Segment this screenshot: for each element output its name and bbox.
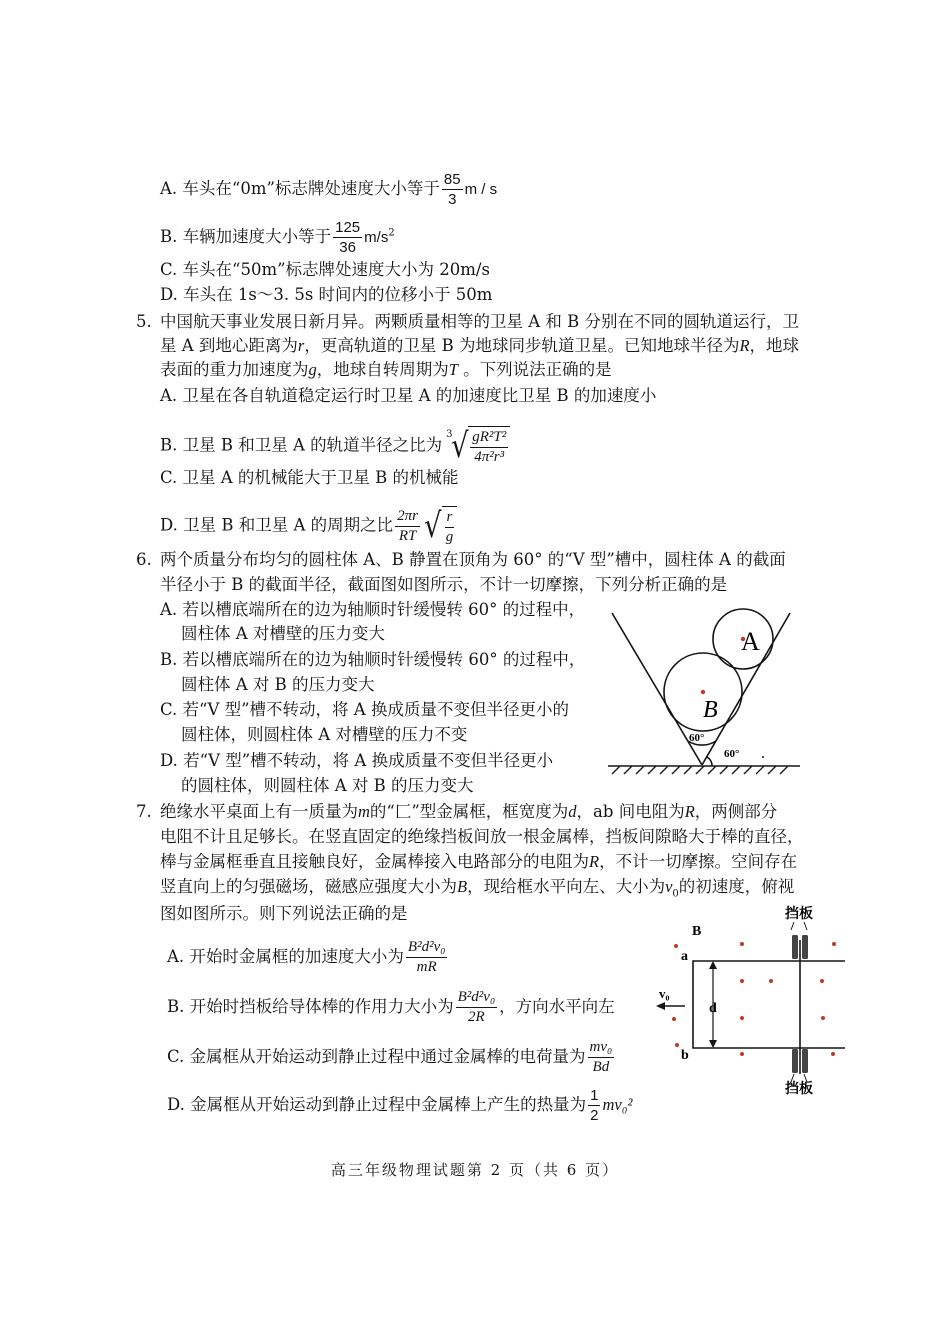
q4-option-a-fraction [442, 172, 463, 207]
label-field-b: B [692, 924, 702, 939]
q5-option-c: C. 卫星 A 的机械能大于卫星 B 的机械能 [160, 468, 459, 487]
fraction-denominator: mR [416, 959, 437, 975]
q5-stem-line-1: 中国航天事业发展日新月异。两颗质量相等的卫星 A 和 B 分别在不同的圆轨道运行，卫 [160, 312, 800, 331]
root-index: 3 [446, 429, 453, 440]
q4-option-b-text: B. 车辆加速度大小等于 [160, 227, 332, 246]
q5-option-d-root-fraction [444, 510, 456, 545]
text-segment: 。下列说法正确的是 [457, 360, 612, 379]
q7-option-d-text: D. 金属框从开始运动到静止过程中金属棒上产生的热量为 [167, 1095, 587, 1114]
q6-option-a-line-2: 圆柱体 A 对槽壁的压力变大 [181, 624, 385, 643]
q7-stem-line-1 [160, 801, 777, 823]
baffle-top-right [802, 935, 808, 959]
radical-sign: √ [424, 506, 442, 546]
baffle-top-left [792, 935, 798, 959]
fraction-numerator: 125 [335, 219, 361, 236]
width-arrow-top [709, 961, 717, 969]
fraction-numerator: mv₀ [588, 1040, 615, 1058]
text-segment: 棒与金属框垂直且接触良好，金属棒接入电路部分的电阻为 [160, 852, 589, 871]
text-segment: 表面的重力加速度为 [160, 360, 309, 379]
fraction-numerator: B²d²v₀ [456, 990, 498, 1008]
text-segment: 的初速度，俯视 [678, 877, 795, 896]
math-subscript: 0 [672, 888, 679, 900]
math-variable: R [739, 336, 750, 355]
page-footer: 高三年级物理试题第 2 页（共 6 页） [330, 1161, 620, 1179]
math-variable: B [457, 877, 468, 896]
math-variable: g [308, 360, 317, 379]
text-segment: 的“匚”型金属框，框宽度为 [369, 802, 569, 821]
fraction-denominator: 4π²r³ [474, 449, 505, 465]
q6-v-groove-figure [600, 595, 805, 780]
q6-option-d-line-1: D. 若“V 型”槽不转动，将 A 换成质量不变但半径更小 [160, 751, 554, 770]
baffle-top-arrow-right [804, 922, 807, 930]
label-inner-angle: 60° [689, 732, 705, 744]
q4-option-b-unit-exponent: 2 [388, 227, 395, 239]
q5-option-b-cube-root [442, 426, 510, 466]
q7-option-b-text: B. 开始时挡板给导体棒的作用力大小为 [167, 997, 454, 1016]
q7-frame-figure [650, 902, 850, 1097]
q4-option-a [160, 172, 497, 207]
q7-option-c [167, 1040, 616, 1075]
text-segment: 绝缘水平桌面上有一质量为 [160, 802, 358, 821]
q6-stem-line-2: 半径小于 B 的截面半径，截面图如图所示，不计一切摩擦，下列分析正确的是 [160, 575, 728, 594]
q5-number: 5. [136, 312, 152, 331]
q7-option-d-tail: mv₀² [602, 1095, 633, 1114]
q5-option-b [160, 426, 510, 466]
fraction-denominator: Bd [592, 1059, 610, 1075]
fraction-numerator: B²d²v₀ [406, 940, 448, 958]
q7-stem-line-3 [160, 851, 797, 873]
text-segment: 竖直向上的匀强磁场，磁感应强度大小为 [160, 877, 457, 896]
text-segment: ，地球自转周期为 [316, 360, 449, 379]
q5-option-d-square-root [422, 506, 457, 546]
label-outer-angle: 60° [724, 748, 740, 760]
velocity-arrowhead [656, 1002, 665, 1010]
q7-option-b [167, 990, 615, 1025]
fraction-numerator: gR²T² [470, 430, 508, 448]
q4-option-b [160, 220, 395, 255]
fraction-denominator: 36 [339, 239, 356, 256]
math-variable: v [665, 877, 673, 896]
math-variable: r [297, 336, 305, 355]
label-baffle-top: 挡板 [785, 907, 813, 922]
math-variable: T [448, 360, 458, 379]
q7-stem-line-2: 电阻不计且足够长。在竖直固定的绝缘挡板间放一根金属棒，挡板间隙略大于棒的直径， [160, 827, 804, 846]
q5-stem-line-2 [160, 335, 799, 357]
q7-option-c-text: C. 金属框从开始运动到静止过程中通过金属棒的电荷量为 [167, 1047, 586, 1066]
magnetic-field-dots [672, 942, 836, 1056]
fraction-numerator: 2πr [395, 509, 420, 527]
q6-option-b-line-1: B. 若以槽底端所在的边为轴顺时针缓慢转 60° 的过程中， [160, 650, 586, 669]
math-variable: R [684, 802, 695, 821]
q7-option-a-text: A. 开始时金属框的加速度大小为 [167, 947, 404, 966]
q6-option-d-line-2: 的圆柱体，则圆柱体 A 对 B 的压力变大 [181, 776, 474, 795]
radicand [468, 426, 510, 466]
q4-option-a-unit: m / s [464, 181, 498, 198]
text-segment: ，不计一切摩擦。空间存在 [599, 852, 798, 871]
radical-sign: √ [450, 426, 469, 466]
fraction-denominator: g [445, 529, 454, 545]
q7-option-a-fraction [406, 940, 448, 975]
q5-option-b-text: B. 卫星 B 和卫星 A 的轨道半径之比为 [160, 435, 443, 455]
q7-option-d-fraction [588, 1088, 600, 1123]
q4-option-b-fraction [333, 220, 362, 255]
q7-option-b-fraction [456, 990, 498, 1025]
fraction-denominator: 2R [468, 1009, 485, 1025]
text-segment: ，现给框水平向左、大小为 [467, 877, 666, 896]
q5-option-d-text: D. 卫星 B 和卫星 A 的周期之比 [160, 515, 394, 535]
q6-option-b-line-2: 圆柱体 A 对 B 的压力变大 [181, 675, 375, 694]
fraction-denominator: 3 [448, 191, 457, 208]
baffle-bottom-left [792, 1049, 798, 1073]
q5-option-a: A. 卫星在各自轨道稳定运行时卫星 A 的加速度比卫星 B 的加速度小 [160, 386, 657, 405]
math-variable: R [589, 852, 600, 871]
q4-option-b-unit: m/s [364, 229, 389, 246]
text-segment: ，两侧部分 [694, 802, 778, 821]
q5-option-d-fraction [395, 509, 420, 544]
text-segment: ，地球 [749, 336, 800, 355]
text-segment: ，ab 间电阻为 [576, 802, 685, 821]
fraction-denominator: RT [398, 527, 417, 544]
q6-number: 6. [136, 550, 152, 569]
q4-option-c: C. 车头在“50m”标志牌处速度大小为 20m/s [160, 260, 490, 279]
q7-option-a [167, 940, 449, 975]
q6-option-c-line-1: C. 若“V 型”槽不转动，将 A 换成质量不变但半径更小的 [160, 700, 569, 719]
q7-option-c-fraction [588, 1040, 615, 1075]
q4-option-a-text: A. 车头在“0m”标志牌处速度大小等于 [160, 179, 440, 198]
label-baffle-bottom: 挡板 [785, 1082, 813, 1097]
cylinder-b-center [701, 690, 705, 694]
label-b: b [681, 1048, 689, 1063]
q7-stem-line-5: 图如图所示。则下列说法正确的是 [160, 904, 408, 923]
fraction-numerator: 1 [590, 1087, 599, 1104]
ground-hatching [612, 766, 788, 774]
baffle-bottom-arrow-left [791, 1074, 794, 1082]
label-a: a [681, 949, 688, 964]
label-v0: v₀ [659, 986, 670, 1001]
outer-angle-arc [707, 757, 712, 766]
fraction-numerator: 85 [443, 171, 461, 188]
text-segment: 星 A 到地心距离为 [160, 336, 298, 355]
stray-dot [762, 756, 764, 758]
label-b: B [703, 697, 718, 723]
baffle-bottom-arrow-right [804, 1074, 807, 1082]
baffle-bottom-right [802, 1049, 808, 1073]
q5-option-b-fraction [470, 430, 508, 465]
label-a: A [741, 627, 760, 656]
q6-stem-line-1: 两个质量分布均匀的圆柱体 A、B 静置在顶角为 60° 的“V 型”槽中，圆柱体 A 的截面 [160, 550, 786, 569]
math-variable: m [358, 802, 370, 821]
q4-option-d: D. 车头在 1s～3. 5s 时间内的位移小于 50m [160, 285, 493, 304]
q7-number: 7. [136, 802, 152, 821]
math-variable: d [568, 802, 577, 821]
q7-option-b-tail: ，方向水平向左 [499, 997, 615, 1016]
q6-option-a-line-1: A. 若以槽底端所在的边为轴顺时针缓慢转 60° 的过程中， [160, 600, 586, 619]
q7-stem-line-4 [160, 876, 794, 905]
fraction-denominator: 2 [590, 1107, 599, 1124]
width-arrow-bottom [709, 1040, 717, 1048]
q7-option-d [167, 1088, 632, 1123]
fraction-numerator: r [445, 510, 455, 528]
baffle-top-arrow-left [791, 922, 794, 930]
radicand [442, 506, 458, 546]
q5-stem-line-3 [160, 359, 612, 381]
text-segment: ，更高轨道的卫星 B 为地球同步轨道卫星。已知地球半径为 [304, 336, 740, 355]
label-d: d [709, 1001, 717, 1016]
q6-option-c-line-2: 圆柱体，则圆柱体 A 对槽壁的压力不变 [181, 725, 468, 744]
q5-option-d [160, 506, 457, 546]
